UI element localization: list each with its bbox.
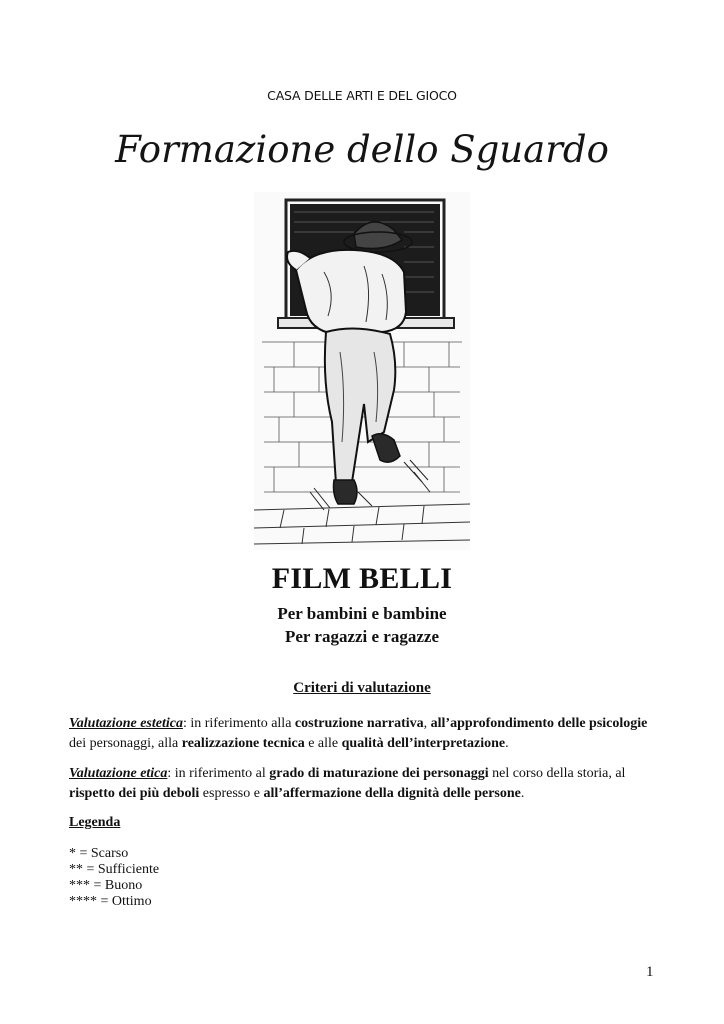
bold-fragment: qualità dell’interpretazione <box>341 736 506 751</box>
text-fragment: : in riferimento alla <box>182 716 295 731</box>
text-fragment: . <box>505 736 509 751</box>
subtitle-teens: Per ragazzi e ragazze <box>284 627 439 646</box>
legend-item: ** = Sufficiente <box>69 862 160 877</box>
bold-fragment: realizzazione tecnica <box>181 736 305 751</box>
bold-fragment: all’approfondimento delle psicologie <box>430 716 648 731</box>
text-fragment: espresso e <box>199 786 264 801</box>
ethical-criterion <box>69 764 649 804</box>
ethical-label: Valutazione etica <box>69 766 168 781</box>
text-fragment: , <box>423 716 431 731</box>
text-fragment: dei personaggi, alla <box>69 736 182 751</box>
legend-heading: Legenda <box>69 815 121 830</box>
text-fragment: nel corso della storia, al <box>488 766 626 781</box>
page-number: 1 <box>646 964 654 980</box>
text-fragment: . <box>520 786 525 801</box>
bold-fragment: grado di maturazione dei personaggi <box>269 766 489 781</box>
criteria-heading: Criteri di valutazione <box>293 680 431 696</box>
document-title: Formazione dello Sguardo <box>115 128 609 171</box>
aesthetic-label: Valutazione estetica <box>69 716 183 731</box>
legend-item: **** = Ottimo <box>69 894 152 909</box>
bold-fragment: costruzione narrativa <box>294 716 424 731</box>
bold-fragment: rispetto dei più deboli <box>69 786 200 801</box>
aesthetic-criterion <box>69 714 649 754</box>
subtitle-children: Per bambini e bambine <box>277 604 447 623</box>
man-climbing-window-illustration <box>254 192 470 550</box>
main-heading: FILM BELLI <box>271 562 453 595</box>
text-fragment: e alle <box>304 736 342 751</box>
bold-fragment: all’affermazione della dignità delle persone <box>263 786 521 801</box>
organization-name: CASA DELLE ARTI E DEL GIOCO <box>267 88 457 103</box>
legend-item: * = Scarso <box>69 846 129 861</box>
text-fragment: : in riferimento al <box>167 766 270 781</box>
climbing-man-icon <box>254 192 470 550</box>
legend-item: *** = Buono <box>69 878 143 893</box>
